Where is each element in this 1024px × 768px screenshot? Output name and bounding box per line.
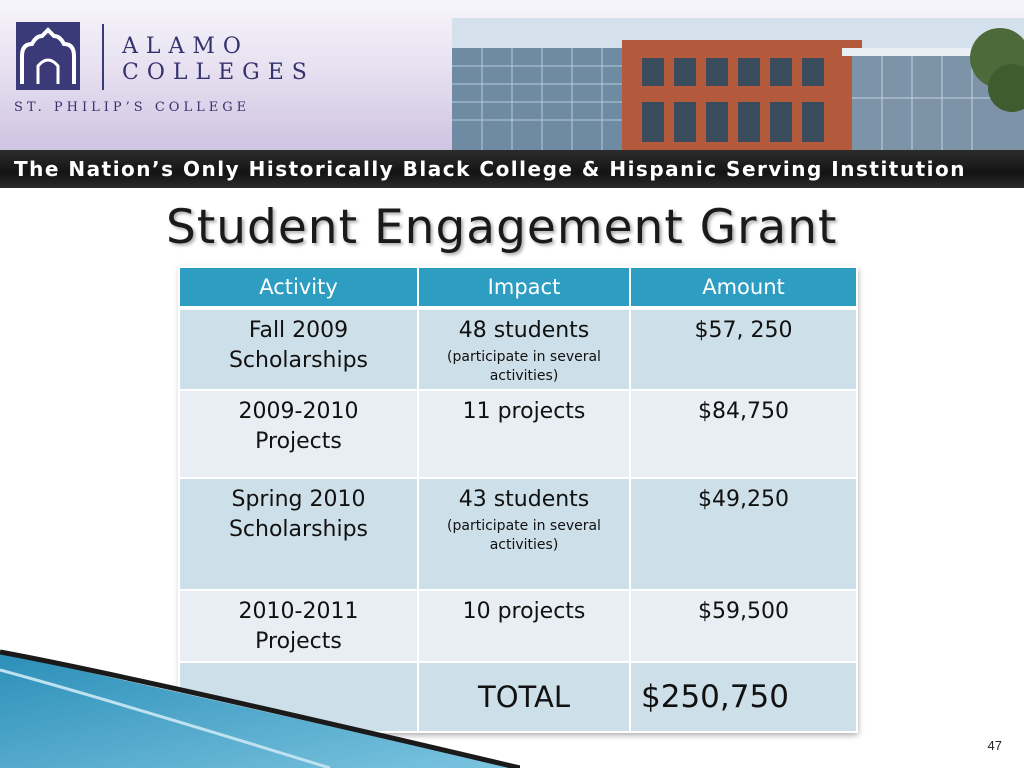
table-row	[179, 390, 857, 478]
column-header-impact: Impact	[418, 267, 630, 308]
activity-line: Scholarships	[228, 348, 369, 373]
alamo-logo-icon	[16, 22, 80, 90]
impact-value: 10 projects	[462, 599, 586, 624]
amount-cell	[630, 308, 857, 390]
total-amount: $250,750	[630, 662, 857, 732]
table-header-row	[179, 267, 857, 308]
table-row	[179, 478, 857, 590]
activity-cell	[179, 390, 418, 478]
impact-value: 48 students	[458, 318, 590, 343]
impact-cell	[418, 308, 630, 390]
logo-text-colleges: COLLEGES	[122, 60, 315, 85]
college-name: ST. PHILIP’S COLLEGE	[14, 100, 251, 115]
activity-line: Scholarships	[228, 517, 369, 542]
amount-cell	[630, 390, 857, 478]
amount-value: $59,500	[698, 599, 789, 624]
activity-cell	[179, 478, 418, 590]
activity-cell	[179, 308, 418, 390]
amount-value: $49,250	[698, 487, 789, 512]
activity-line: Projects	[255, 429, 342, 454]
activity-line: Fall 2009	[248, 318, 349, 343]
column-header-amount: Amount	[630, 267, 857, 308]
impact-note: (participate in several activities)	[447, 518, 601, 553]
logo-text-alamo: ALAMO	[122, 34, 249, 59]
slide-title: Student Engagement Grant	[166, 200, 838, 255]
impact-value: 43 students	[458, 487, 590, 512]
header-banner	[0, 0, 1024, 150]
tagline-bar: The Nation’s Only Historically Black College & Hispanic Serving Institution	[0, 150, 1024, 188]
logo-divider	[102, 24, 104, 90]
amount-cell	[630, 590, 857, 662]
amount-cell	[630, 478, 857, 590]
decorative-swoosh	[0, 640, 520, 768]
activity-line: 2009-2010	[238, 399, 359, 424]
amount-value: $84,750	[698, 399, 789, 424]
amount-value: $57, 250	[694, 318, 793, 343]
impact-note: (participate in several activities)	[447, 349, 601, 384]
activity-line: Spring 2010	[231, 487, 366, 512]
table-row	[179, 308, 857, 390]
impact-cell	[418, 390, 630, 478]
impact-value: 11 projects	[462, 399, 586, 424]
total-label: TOTAL	[418, 662, 630, 732]
activity-line: Projects	[255, 629, 342, 654]
column-header-activity: Activity	[179, 267, 418, 308]
page-number: 47	[987, 738, 1002, 753]
campus-building-photo	[452, 18, 1024, 150]
impact-cell	[418, 478, 630, 590]
activity-line: 2010-2011	[238, 599, 359, 624]
